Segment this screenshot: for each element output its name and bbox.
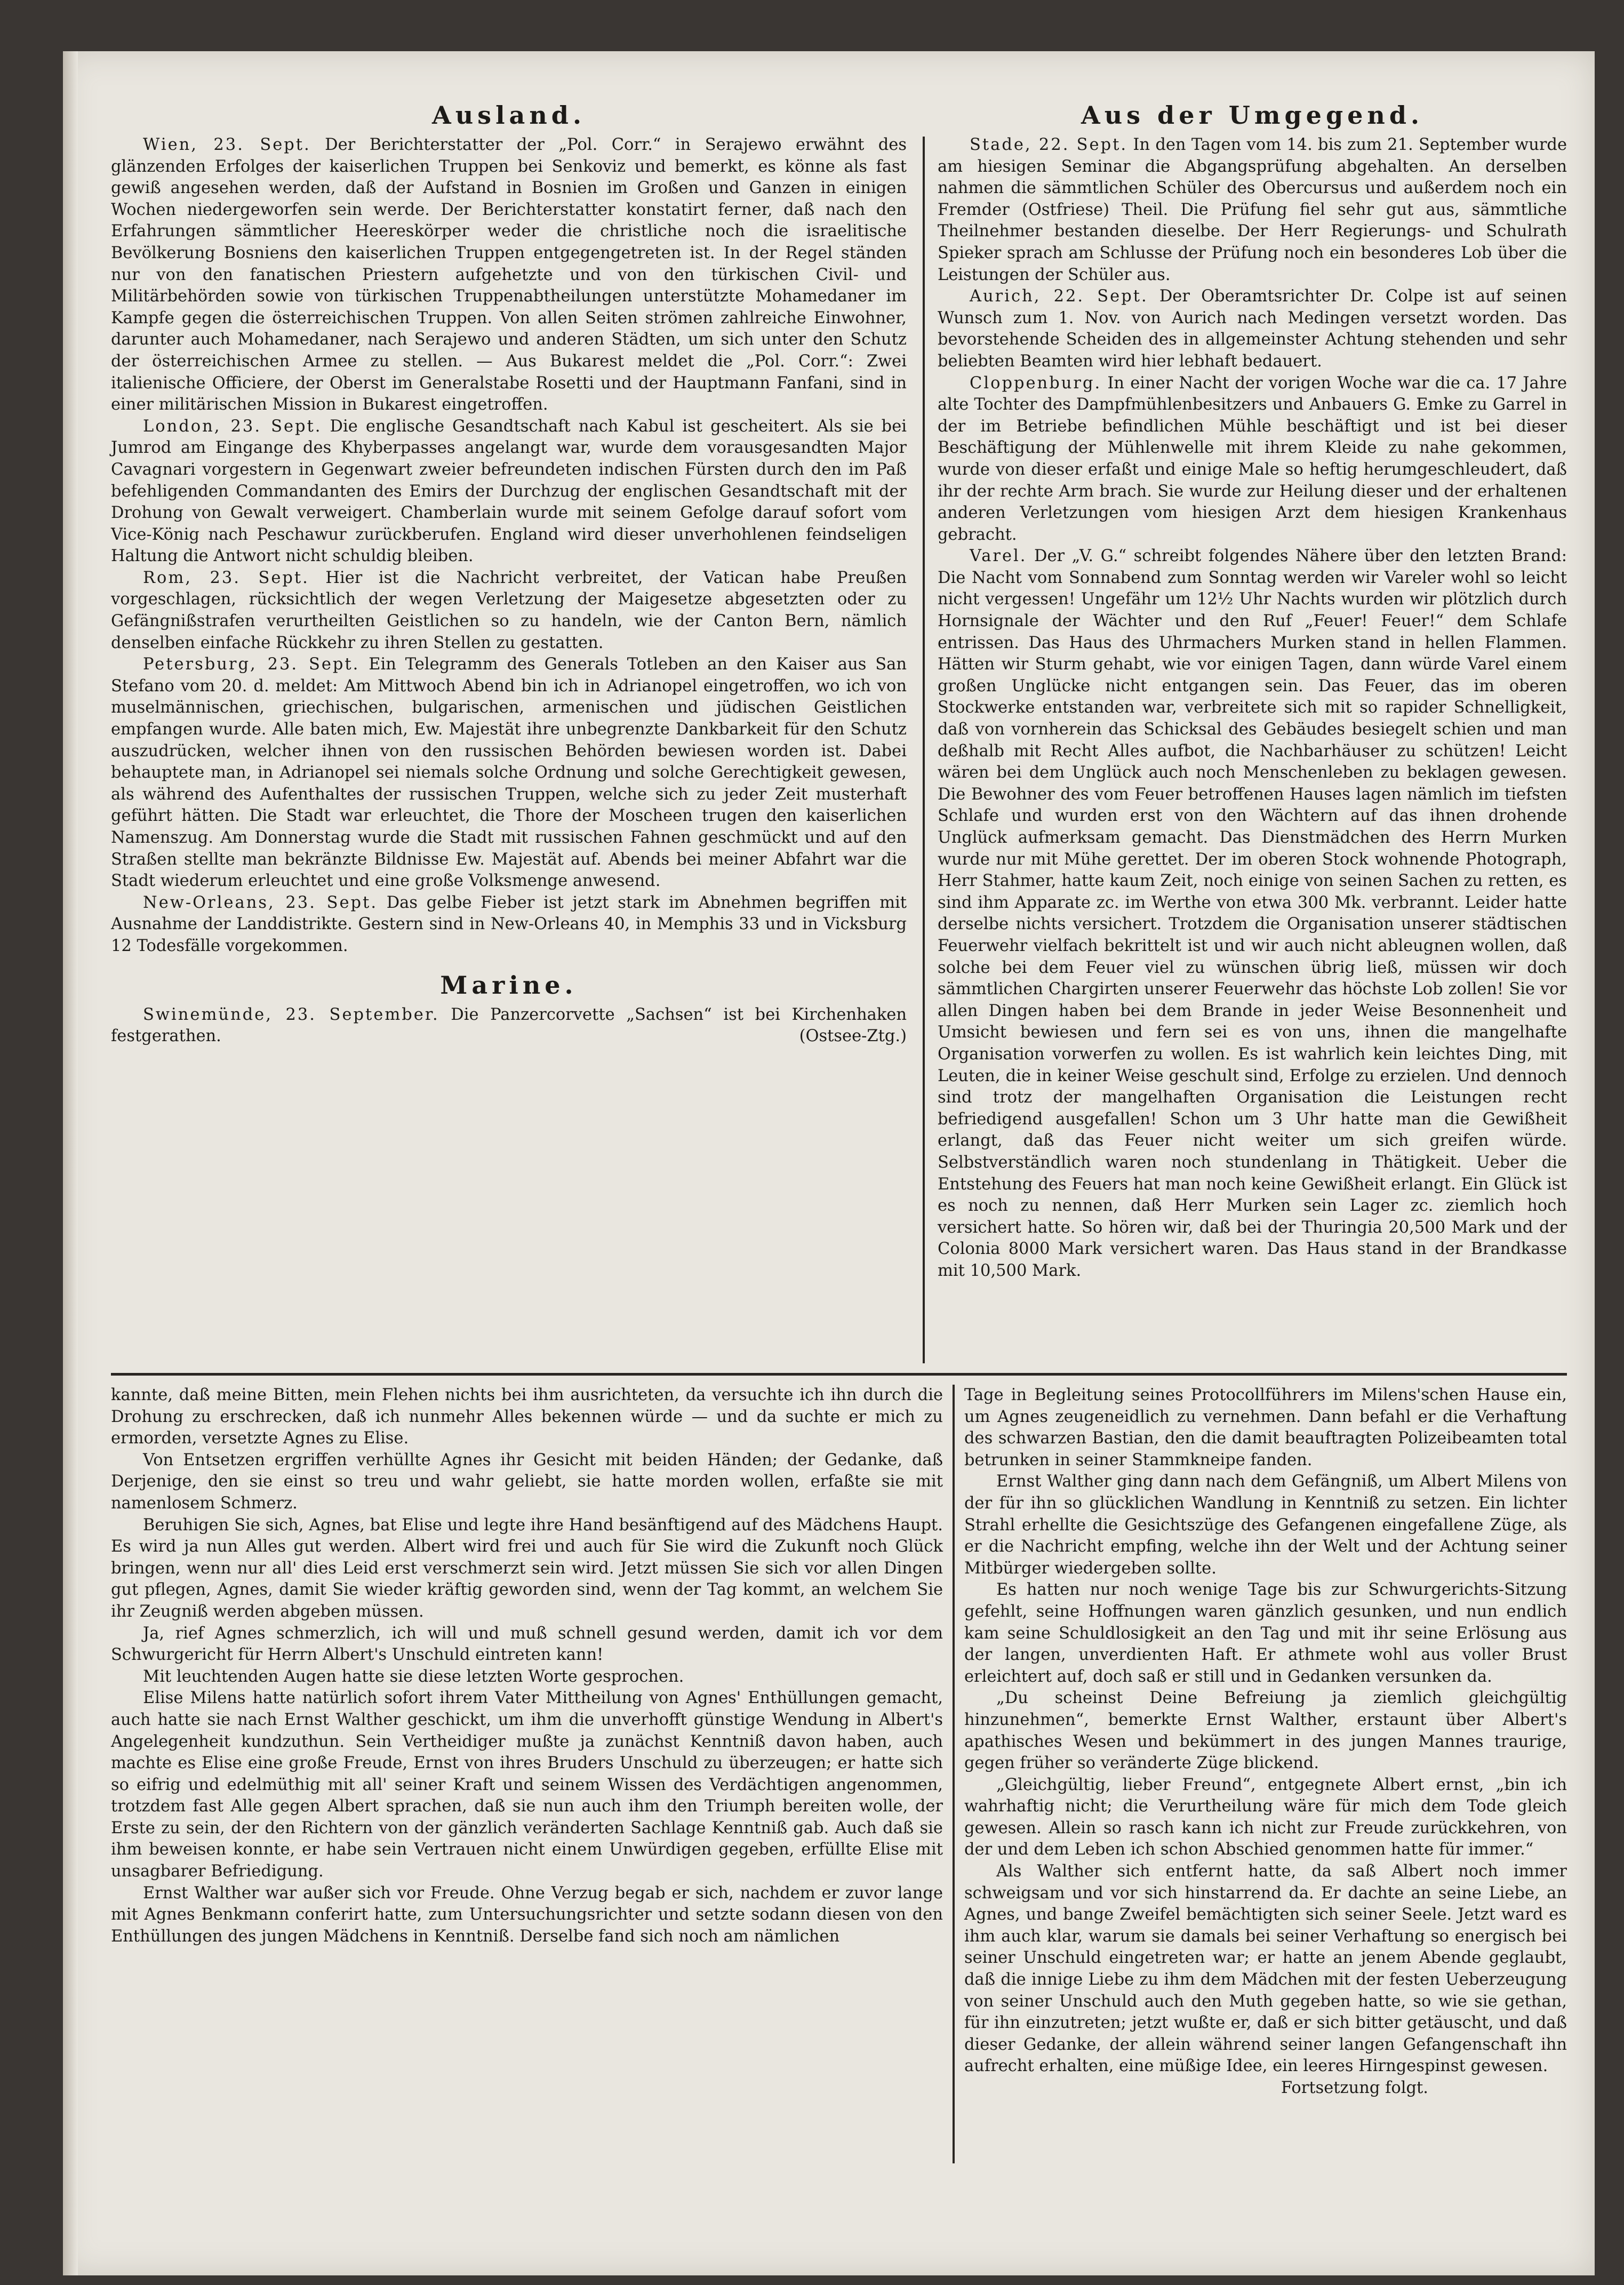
ausland-article [111, 134, 907, 416]
page-fold-shadow [63, 51, 78, 2275]
umgegend-article-text: In den Tagen vom 14. bis zum 21. September wurde am hiesigen Seminar die Abgangsprüfung abgehalten. An derselben nahmen die sämmtlichen Schüler des Obercursus und außerdem noch ein Fremder (Ostfriese) Theil. Die Prüfung fiel sehr gut aus, sämmtliche Theilnehmer bestanden dieselbe. Der Herr Regierungs- und Schulrath Spieker sprach am Schlusse der Prüfung noch ein besonderes Lob über die Leistungen der Schüler aus. [938, 135, 1567, 284]
marine-heading: Marine. [440, 970, 578, 1000]
column-divider-bottom [953, 1385, 955, 2163]
feuilleton-paragraph: Ernst Walther war außer sich vor Freude. Ohne Verzug begab er sich, nachdem er zuvor lange mit Agnes Benkmann conferirt hatte, zum Untersuchungsrichter und setzte sodann diesen von den Enthüllungen des jungen Mädchens in Kenntniß. Derselbe fand sich noch am nämlichen [111, 1883, 943, 1946]
feuilleton-paragraph: Elise Milens hatte natürlich sofort ihrem Vater Mittheilung von Agnes' Enthüllungen gemacht, auch hatte sie nach Ernst Walther geschickt, um ihm die unverhofft günstige Wendung in Albert's Angelegenheit kundzuthun. Sein Vertheidiger mußte ja zunächst Kenntniß davon haben, auch machte es Elise eine große Freude, Ernst von ihres Bruders Unschuld zu überzeugen; er hatte sich so eifrig und edelmüthig mit all' seiner Kraft und seinem Wissen des Verdächtigen angenommen, trotzdem fast Alle gegen Albert sprachen, daß sie nun auch ihm den Triumph bereiten wolle, der Erste zu sein, der den Richtern von der gänzlich veränderten Sachlage Kenntniß gab. Auch daß sie ihm beweisen konnte, er habe sein Vertrauen nicht einem Unwürdigen gegeben, erfüllte Elise mit unsagbarer Befriedigung. [111, 1689, 943, 1881]
ausland-article-text: Der Berichterstatter der „Pol. Corr.“ in Serajewo erwähnt des glänzenden Erfolges der kaiserlichen Truppen bei Senkoviz und bemerkt, es könne als fast gewiß angesehen werden, daß der Aufstand in Bosnien im Großen und Ganzen in einigen Wochen niedergeworfen sein werde. Der Berichterstatter konstatirt ferner, daß nach den Erfahrungen sämmtlicher Heereskörper weder die christliche noch die israelitische Bevölkerung Bosniens den kaiserlichen Truppen entgegengetreten ist. In der Regel ständen nur von den fanatischen Priestern aufgehetzte und von den türkischen Civil- und Militärbehörden sowie von türkischen Truppenabtheilungen unterstützte Mohamedaner im Kampfe gegen die österreichischen Truppen. Von allen Seiten strömen zahlreiche Einwohner, darunter auch Mohamedaner, nach Serajewo und anderen Städten, um sich unter den Schutz der österreichischen Armee zu stellen. — Aus Bukarest meldet die „Pol. Corr.“: Zwei italienische Officiere, der Oberst im Generalstabe Rosetti und der Hauptmann Fanfani, sind in einer militärischen Mission in Bukarest eingetroffen. [111, 135, 907, 414]
feuilleton-paragraph: Ernst Walther ging dann nach dem Gefängniß, um Albert Milens von der für ihn so glücklichen Wandlung in Kenntniß zu setzen. Ein lichter Strahl erhellte die Gesichtszüge des Gefangenen eingefallene Züge, als er die Nachricht empfing, welche ihn der Welt und der Achtung seiner Mitbürger wiedergeben sollte. [964, 1472, 1567, 1578]
ausland-article-text: Ein Telegramm des Generals Totleben an den Kaiser aus San Stefano vom 20. d. meldet: Am Mittwoch Abend bin ich in Adrianopel eingetroffen, wo ich von muselmännischen, griechischen, bulgarischen, armenischen und jüdischen Geistlichen empfangen wurde. Alle baten mich, Ew. Majestät ihre unbegrenzte Dankbarkeit für den Schutz auszudrücken, welcher ihnen von den russischen Behörden bewiesen worden ist. Dabei behauptete man, in Adrianopel sei niemals solche Ordnung und solche Gerechtigkeit gewesen, als während des Aufenthaltes der russischen Truppen, welche sich zu jeder Zeit musterhaft geführt hätten. Die Stadt war erleuchtet, die Thore der Moscheen trugen den kaiserlichen Namenszug. Am Donnerstag wurde die Stadt mit russischen Fahnen geschmückt und auf den Straßen stellte man bekränzte Bildnisse Ew. Majestät auf. Abends bei meiner Abfahrt war die Stadt wiederum erleuchtet und eine große Volksmenge anwesend. [111, 655, 907, 891]
column-divider-top [923, 137, 925, 1363]
ausland-article [111, 654, 907, 892]
umgegend-heading: Aus der Umgegend. [1081, 101, 1423, 130]
marine-source: (Ostsee-Ztg.) [799, 1027, 907, 1046]
umgegend-article-place: Varel. [970, 547, 1027, 566]
umgegend-articles [938, 134, 1567, 1282]
feuilleton-paragraph: Beruhigen Sie sich, Agnes, bat Elise und legte ihre Hand besänftigend auf des Mädchens Haupt. Es wird ja nun Alles gut werden. Albert wird frei und auch für Sie wird die Zukunft noch Glück bringen, wenn nur all' dies Leid erst verschmerzt sein wird. Jetzt müssen Sie sich vor allen Dingen gut pflegen, Agnes, damit Sie wieder kräftig geworden sind, wenn der Tag kommt, an welchem Sie ihr Zeugniß werden abgeben müssen. [111, 1515, 943, 1621]
feuilleton-paragraph: Von Entsetzen ergriffen verhüllte Agnes ihr Gesicht mit beiden Händen; der Gedanke, daß Derjenige, den sie einst so treu und wahr geliebt, sie hatte morden wollen, erfaßte sie mit namenlosem Schmerz. [111, 1450, 943, 1513]
marine-place: Swinemünde, 23. September. [143, 1005, 439, 1024]
ausland-article-place: London, 23. Sept. [143, 417, 322, 436]
umgegend-column [938, 99, 1567, 1282]
umgegend-article-place: Stade, 22. Sept. [970, 135, 1128, 154]
feuilleton-paragraph: Es hatten nur noch wenige Tage bis zur Schwurgerichts-Sitzung gefehlt, seine Hoffnungen waren gänzlich gesunken, und nun endlich kam seine Schuldlosigkeit an den Tag und mit ihr seine Erlösung aus der langen, unverdienten Haft. Er athmete wohl aus voller Brust erleichtert auf, doch saß er still und in Gedanken versunken da. [964, 1580, 1567, 1686]
feuilleton-paragraph: Als Walther sich entfernt hatte, da saß Albert noch immer schweigsam und vor sich hinstarrend da. Er dachte an seine Liebe, an Agnes, und bange Zweifel bemächtigten sich seiner Seele. Jetzt ward es ihm auch klar, warum sie damals bei seiner Verhaftung so energisch bei seiner Unschuld eingetreten war; er hatte an jenem Abende geglaubt, daß die innige Liebe zu ihm dem Mädchen mit der festen Ueberzeugung von seiner Unschuld auch den Muth gegeben hatte, so wie sie gethan, für ihn einzutreten; jetzt wußte er, daß er sich bitter getäuscht, und daß dieser Gedanke, der allein während seiner langen Gefangenschaft ihn aufrecht erhalten, eine müßige Idee, ein leeres Hirngespinst gewesen. [964, 1862, 1567, 2076]
ausland-article-place: Rom, 23. Sept. [143, 568, 309, 587]
umgegend-article [938, 373, 1567, 546]
continuation-note: Fortsetzung folgt. [1281, 2079, 1428, 2097]
marine-text: Die Panzercorvette „Sachsen“ ist bei Kirchenhaken festgerathen. [111, 1005, 907, 1046]
umgegend-article [938, 134, 1567, 286]
umgegend-article-place: Aurich, 22. Sept. [970, 287, 1148, 306]
ausland-articles [111, 134, 907, 957]
ausland-article-place: Petersburg, 23. Sept. [143, 655, 360, 674]
feuilleton-paragraph: Ja, rief Agnes schmerzlich, ich will und muß schnell gesund werden, damit ich vor dem Schwurgericht für Herrn Albert's Unschuld eintreten kann! [111, 1624, 943, 1665]
umgegend-article-text: Der „V. G.“ schreibt folgendes Nähere über den letzten Brand: Die Nacht vom Sonnabend zum Sonntag werden wir Vareler wohl so leicht nicht vergessen! Ungefähr um 12½ Uhr Nachts wurden wir plötzlich durch Hornsignale der Wächter und den Ruf „Feuer! Feuer!“ dem Schlafe entrissen. Das Haus des Uhrmachers Murken stand in hellen Flammen. Hätten wir Sturm gehabt, wie vor einigen Tagen, dann würde Varel einem großen Unglücke nicht entgangen sein. Das Feuer, das im oberen Stockwerke entstanden war, verbreitete sich mit so rapider Schnelligkeit, daß von vornherein das Schicksal des Gebäudes besiegelt schien und man deßhalb mit Recht Alles aufbot, die Nachbarhäuser zu schützen! Leicht wären bei dem Unglück auch noch Menschenleben zu beklagen gewesen. Die Bewohner des vom Feuer betroffenen Hauses lagen nämlich im tiefsten Schlafe und wurden erst von den Wächtern auf das ihnen drohende Unglück aufmerksam gemacht. Das Dienstmädchen des Herrn Murken wurde nur mit Mühe gerettet. Der im oberen Stock wohnende Photograph, Herr Stahmer, hatte kaum Zeit, noch einige von seinen Sachen zu retten, es sind ihm Apparate zc. im Werthe von etwa 300 Mk. verbrannt. Leider hatte derselbe nichts versichert. Trotzdem die Organisation unserer städtischen Feuerwehr vielfach bekrittelt ist und wir auch nicht ableugnen wollen, daß solche bei dem Feuer viel zu wünschen übrig ließ, müssen wir doch sämmtlichen Chargirten unserer Feuerwehr das höchste Lob zollen! Sie vor allen Dingen haben bei dem Brande in jeder Weise Besonnenheit und Umsicht bewiesen und fern sei es von uns, ihnen die mangelhafte Organisation vorwerfen zu wollen. Es ist wahrlich kein leichtes Ding, mit Leuten, die in keiner Weise geschult sind, Erfolge zu erzielen. Und dennoch sind trotz der mangelhaften Organisation die Leistungen recht befriedigend ausgefallen! Schon um 3 Uhr hatte man die Gewißheit erlangt, daß das Feuer nicht weiter um sich greifen würde. Selbstverständlich waren noch stundenlang in Thätigkeit. Ueber die Entstehung des Feuers hat man noch keine Gewißheit erlangt. Ein Glück ist es noch zu nennen, daß Herr Murken sein Lager zc. ziemlich hoch versichert hatte. So hören wir, daß bei der Thuringia 20,500 Mark und der Colonia 8000 Mark versichert waren. Das Haus stand in der Brandkasse mit 10,500 Mark. [938, 547, 1567, 1280]
feuilleton-paragraph: Tage in Begleitung seines Protocollführers im Milens'schen Hause ein, um Agnes zeugeneidlich zu vernehmen. Dann befahl er die Verhaftung des schwarzen Bastian, den die damit beauftragten Polizeibeamten total betrunken in seiner Stammkneipe fanden. [964, 1386, 1567, 1469]
ausland-article-text: Das gelbe Fieber ist jetzt stark im Abnehmen begriffen mit Ausnahme der Landdistrikte. Gestern sind in New-Orleans 40, in Memphis 33 und in Vicksburg 12 Todesfälle vorgekommen. [111, 893, 907, 955]
feuilleton-paragraph: „Du scheinst Deine Befreiung ja ziemlich gleichgültig hinzunehmen“, bemerkte Ernst Walther, erstaunt über Albert's apathisches Wesen und bekümmert in des jungen Mannes traurige, gegen früher so veränderte Züge blickend. [964, 1689, 1567, 1773]
umgegend-article-place: Cloppenburg. [970, 373, 1102, 393]
feuilleton-paragraph: Mit leuchtenden Augen hatte sie diese letzten Worte gesprochen. [143, 1667, 684, 1686]
feuilleton-left-column [111, 1385, 943, 1947]
umgegend-article-text: Der Oberamtsrichter Dr. Colpe ist auf seinen Wunsch zum 1. Nov. von Aurich nach Medingen versetzt worden. Das bevorstehende Scheiden des in allgemeinster Achtung stehenden und sehr beliebten Beamten wird hier lebhaft bedauert. [938, 287, 1567, 371]
umgegend-article [938, 286, 1567, 372]
feuilleton-right-column [964, 1385, 1567, 2099]
newspaper-page [63, 51, 1595, 2275]
ausland-column [111, 99, 907, 1048]
feuilleton-paragraph: kannte, daß meine Bitten, mein Flehen nichts bei ihm ausrichteten, da versuchte ich ihn durch die Drohung zu erschrecken, daß ich nunmehr Alles bekennen würde — und da suchte er mich zu ermorden, versetzte Agnes zu Elise. [111, 1386, 943, 1448]
ausland-article-place: Wien, 23. Sept. [143, 135, 311, 154]
feuilleton-paragraph: „Gleichgültig, lieber Freund“, entgegnete Albert ernst, „bin ich wahrhaftig nicht; die Verurtheilung wäre für mich dem Tode gleich gewesen. Allein so rasch kann ich nicht zur Freude zurückkehren, von der und dem Leben ich schon Abschied genommen hatte für immer.“ [964, 1775, 1567, 1859]
ausland-heading: Ausland. [432, 101, 586, 130]
feuilleton-divider [111, 1373, 1567, 1376]
ausland-article-place: New-Orleans, 23. Sept. [143, 893, 378, 912]
ausland-article-text: Die englische Gesandtschaft nach Kabul ist gescheitert. Als sie bei Jumrod am Eingange des Khyberpasses angelangt war, wurde dem vorausgesandten Major Cavagnari vorgestern in Gegenwart zweier befreundeten indischen Fürsten durch den im Paß befehligenden Commandanten des Emirs der Durchzug der englischen Gesandtschaft mit der Drohung von Gewalt verweigert. Chamberlain wurde mit seinem Gefolge darauf sofort vom Vice-König nach Peschawur zurückberufen. England wird dieser unverhohlenen feindseligen Haltung die Antwort nicht schuldig bleiben. [111, 417, 907, 566]
ausland-article-text: Hier ist die Nachricht verbreitet, der Vatican habe Preußen vorgeschlagen, rücksichtlich der wegen Verletzung der Maigesetze abgesetzten oder zu Gefängnißstrafen verurtheilten Geistlichen so zu handeln, wie der Canton Bern, nämlich denselben einfache Rückkehr zu ihren Stellen zu gestatten. [111, 568, 907, 652]
ausland-article [111, 416, 907, 568]
marine-article [111, 1004, 907, 1048]
ausland-article [111, 892, 907, 957]
umgegend-article-text: In einer Nacht der vorigen Woche war die ca. 17 Jahre alte Tochter des Dampfmühlenbesitzers und Anbauers G. Emke zu Garrel in der im Betriebe befindlichen Mühle beschäftigt und ist bei dieser Beschäftigung der Mühlenwelle mit ihrem Kleide zu nahe gekommen, wurde von dieser erfaßt und einige Male so heftig herumgeschleudert, daß ihr der rechte Arm brach. Sie wurde zur Heilung dieser und der erhaltenen anderen Verletzungen vom hiesigen Arzt dem hiesigen Krankenhaus gebracht. [938, 373, 1567, 544]
umgegend-article [938, 546, 1567, 1282]
ausland-article [111, 568, 907, 654]
